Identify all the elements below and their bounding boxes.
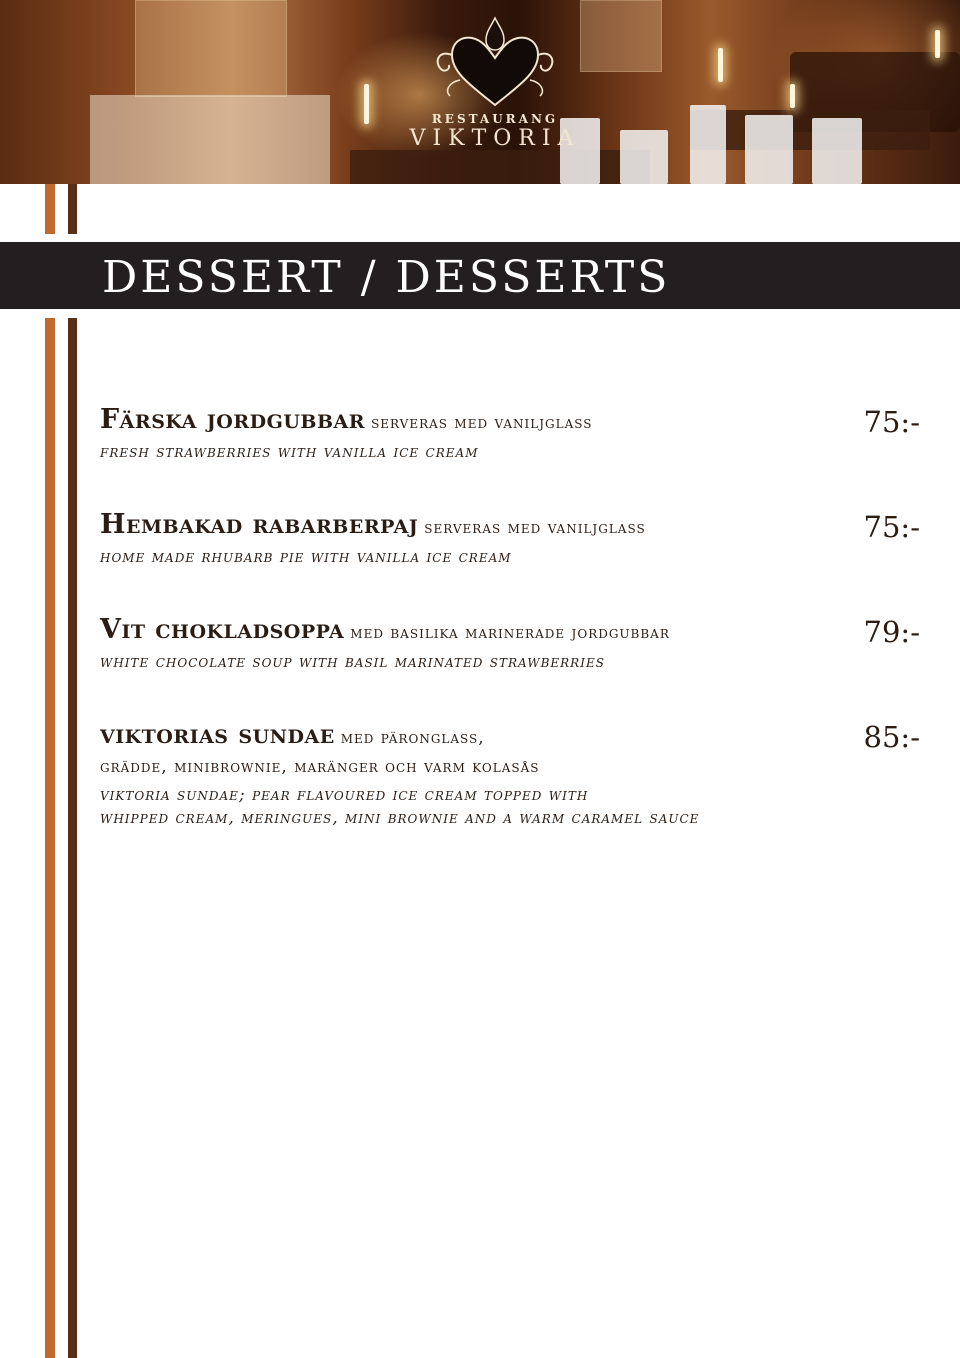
item-description-en-line-2: whipped cream, meringues, mini brownie and a warm caramel sauce: [100, 808, 700, 828]
item-description-en: white chocolate soup with basil marinated strawberries: [100, 652, 605, 672]
menu-item: [100, 402, 920, 507]
logo-name-text: VIKTORIA: [409, 126, 581, 151]
item-price: 79:-: [863, 615, 920, 649]
restaurant-logo: [405, 10, 585, 170]
item-description-en: fresh strawberries with vanilla ice cream: [100, 442, 479, 462]
item-description-sv-line-2: grädde, minibrownie, maränger och varm kolasås: [100, 757, 540, 777]
section-title: DESSERT / DESSERTS: [102, 252, 671, 303]
item-description-en: viktoria sundae; pear flavoured ice cream topped with: [100, 785, 589, 805]
menu-item: [100, 612, 920, 717]
stripe-brown-top: [68, 184, 77, 234]
stripe-brown-main: [68, 318, 77, 1358]
item-description-sv: serveras med vaniljglass: [424, 518, 646, 538]
stripe-copper-top: [45, 184, 55, 234]
item-price: 75:-: [863, 405, 920, 439]
item-description-sv: med basilika marinerade jordgubbar: [350, 623, 670, 643]
item-name: Hembakad rabarberpaj: [100, 509, 419, 540]
item-name: Vit chokladsoppa: [100, 614, 345, 645]
item-name: Färska jordgubbar: [100, 404, 366, 435]
section-title-bar: [0, 242, 960, 309]
dessert-menu-list: [100, 402, 920, 837]
logo-top-text: RESTAURANG: [431, 112, 559, 126]
item-description-sv: med päronglass,: [340, 728, 485, 748]
menu-item: [100, 507, 920, 612]
header-photo-banner: [0, 0, 960, 184]
heart-ornament-icon: [430, 10, 560, 110]
item-price: 75:-: [863, 510, 920, 544]
menu-item: [100, 717, 920, 837]
item-description-sv: serveras med vaniljglass: [371, 413, 593, 433]
item-name: viktorias sundae: [100, 719, 335, 750]
stripe-copper-main: [45, 318, 55, 1358]
item-description-en: home made rhubarb pie with vanilla ice cream: [100, 547, 512, 567]
item-price: 85:-: [863, 720, 920, 754]
